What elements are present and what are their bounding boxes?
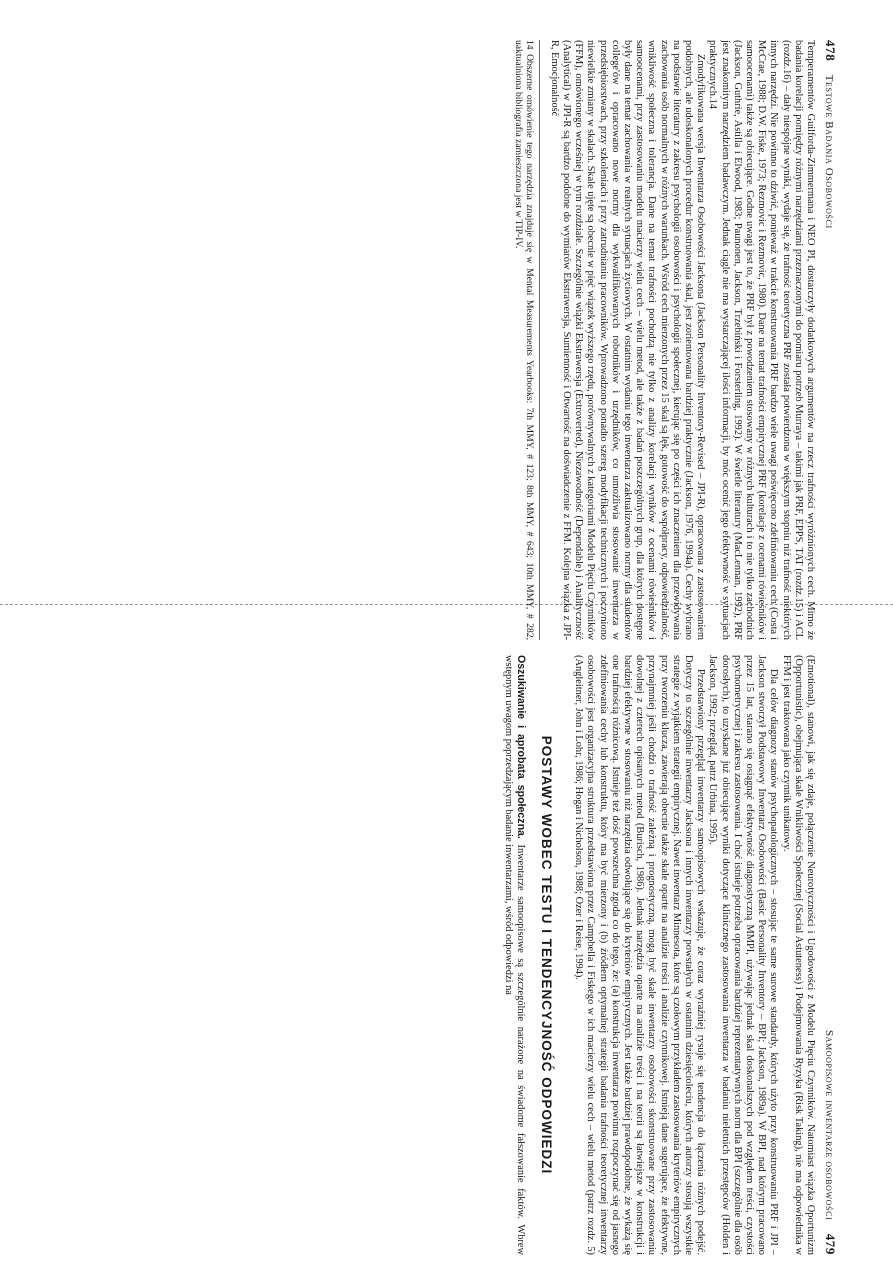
running-title: Samoopisowe inwentarze osobowości xyxy=(823,1029,835,1221)
body-text xyxy=(572,655,816,1255)
running-header xyxy=(822,655,838,1255)
subheading: Oszukiwanie i aprobata społeczna. xyxy=(514,655,527,839)
paragraph-text: Inwentarze samoopisowe są szczególnie narażone na świadome fałszowanie faktów. Wbrew wstępnym uwagom poprzedzającym badanie inwentarzami, wśród odpowiedzi na xyxy=(502,655,526,1255)
paragraph: Zmodyfikowana wersja Inwentarza Osobowości Jacksona (Jackson Personality Inventory-Revised – JPI-R), opracowana z zastosowaniem podobnych, ale udoskonalonych procedur konstruowania skal, jest zorientowana bardziej praktycznie (Jackson, 1976, 1994a). Cechy wybrano na podstawie literatury z zakresu psychologii osobowości i psychologii społecznej, kierując się po części ich znaczeniem dla przewidywania zachowania osób normalnych w różnych warunkach. Wśród cech mierzonych przez 15 skal są lęk, gotowość do współpracy, odpowiedzialność, wnikliwość społeczna i tolerancja. Dane na temat trafności pochodzą nie tylko z analizy korelacji wyników z ocenami rówieśników i samoocenami, przy zastosowaniu modelu macierzy wielu cech – wielu metod, ale także z badań poszczególnych grup, dla których dostępne były dane na temat zachowania w realnych sytuacjach życiowych. W ostatnim wydaniu tego inwentarza zaktualizowano normy dla studentów college'ów i opracowano nowe normy dla wykwalifikowanych robotników i urzędników, co umożliwia stosowanie inwentarza w przedsiębiorstwach, przy szkoleniach i przy zatrudnianiu pracowników. Wprowadzono ponadto szereg modyfikacji technicznych i poczyniono niewielkie zmiany w skalach. Skale ujęte są obecnie w pięć wiązek wyższego rzędu, porównywalnych z kategoriami Modelu Pięciu Czynników (FFM), omówionego wcześniej w tym rozdziale. Szczególnie wiązki Ekstrawersja (Extroverted), Niezawodność (Dependable) i Analityczność (Analytical) w JPI-R są bardzo podobne do wymiarów Ekstrawersja, Sumienność i Otwartość na doświadczenie z FFM. Kolejna wiązka z JPI-R, Emocjonalność xyxy=(548,40,707,640)
paragraph: (Emotional), stanowi, jak się zdaje, połączenie Neurotyczności i Ugodowości z Modelu Pięciu Czynników. Natomiast wiązka Oportunizm (Opportunistic), obejmująca skale Wnikliwości Społecznej (Social Astuteness) i Podejmowania Ryzyka (Risk Taking), nie ma odpowiednika w FFM i jest traktowana jako czynnik unikatowy. xyxy=(780,655,816,1255)
paragraph: Przedstawiony przegląd inwentarzy samoopisowych wskazuje, że coraz wyraźniej rysuje się tendencja do łączenia różnych podejść. Dotyczy to szczególnie inwentarzy Jacksona i innych inwentarzy powstałych w ostatnim dziesięcioleciu, których autorzy stosują wszystkie strategie z wyjątkiem strategii empirycznej. Nawet inwentarz Minnesota, które są czołowym przykładem zastosowania kryteriów empirycznych przy tworzeniu klucza, zawierają obecnie także skale oparte na analizie treści i analizie czynnikowej. Istnieją dane sugerujące, że efektywne, przynajmniej jeśli chodzi o trafność zależną i prognostyczną, mogą być skale inwentarzy osobowości skonstruowane przy zastosowaniu dowolnej z czterech opisanych metod (Burisch, 1986). Jednak narzędzia oparte na analizie treści i na teorii są łatwiejsze w konstrukcji i bardziej efektywne w stosowaniu niż narzędzia odwołujące się do kryteriów empirycznych. Jest także bardziej prawdopodobne, że wykażą się one trafnością różnicową. Istnieje też dość powszechna zgoda co do tego, że: (a) konstrukcja inwentarza powinna rozpoczynać się od jasnego zdefiniowania cechy lub konstruktu, który ma być mierzony i (b) źródłem optymalnej strategii badania trafności teoretycznej inwentarzy osobowości jest organizacyjna struktura przedstawiona przez Campbella i Fiskego w ich macierzy wielu cech – wielu metod (patrz rozdz. 5) (Angleitner, John i Lohr, 1986; Hogan i Nicholson, 1988; Ozer i Reise, 1994). xyxy=(573,655,707,1255)
page-number: 479 xyxy=(823,1233,838,1255)
footnote: 14 Obszerne omówienie tego narzędzia znajduje się w Mental Measurements Yearbooks: 7th MMY, # 123; 8th MMY, # 643; 10th MMY, # 282, uaktualniona bibliografia zamieszczona jest w TIP-IV. xyxy=(513,40,540,640)
running-title: Testowe Badania Osobowości xyxy=(823,74,835,229)
body-text xyxy=(502,655,527,1255)
body-text xyxy=(548,40,816,640)
page-number: 478 xyxy=(823,40,838,62)
paragraph xyxy=(502,655,527,1255)
left-page xyxy=(443,40,838,640)
running-header xyxy=(822,40,838,640)
right-page xyxy=(443,655,838,1255)
paragraph: Dla celów diagnozy stanów psychopatologicznych – stosując te same surowe standardy, których użyto przy konstruowaniu PRF i JPI – Jackson stworzył Podstawowy Inwentarz Osobowości (Basic Personality Inventory – BPI; Jackson, 1989a). W BPI, nad którym pracowano przez 15 lat, starano się osiągnąć efektywność diagnostyczną MMPI, używając jednak skal doskonalszych pod względem treści, czystości psychometrycznej i zakresu zastosowania. I choć istnieje potrzeba opracowania bardziej reprezentatywnych norm dla BPI (szczególnie dla osób dorosłych), to uzyskane już obiecujące wyniki dotyczące klinicznego zastosowania inwentarza w badaniu nieletnich przestępców (Holden i Jackson, 1992; przegląd, patrz Urbina, 1995). xyxy=(707,655,780,1255)
section-heading: POSTAWY WOBEC TESTU I TENDENCYJNOŚĆ ODPOWIEDZI xyxy=(538,735,554,1175)
paragraph: Temperamentów Guilforda-Zimmermana i NEO PI, dostarczyły dodatkowych argumentów na rzecz trafności wyróżnionych cech. Mimo że badania korelacji pomiędzy różnymi narzędziami przeznaczonymi do pomiaru potrzeb Murraya – takimi jak PRF, EPPS, TAT (rozdz.15) i ACL (rozdz.16) – dały niespójne wyniki, wydaje się, że trafność teoretyczna PRF została potwierdzona w większym stopniu niż trafność niektórych innych narzędzi. Nie powinno to dziwić, ponieważ w trakcie konstruowania PRF bardzo wiele uwagi poświęcono zdefiniowaniu cech (Costa i McCrae, 1988; D.W. Fiske, 1973; Rezmovic i Rezmovic, 1980). Dane na temat trafności empirycznej PRF (korelacje z ocenami rówieśników i samoocenami) także są obiecujące. Godne uwagi jest to, że PRF był z powodzeniem stosowany w różnych kulturach i to nie tylko zachodnich (Jackson, Guthrie, Astilla i Elwood, 1983; Paunonen, Jackson, Trzebiński i Forsterling, 1992). W świetle literatury (MacLennan, 1992), PRF jest znakomitym narzędziem badawczym. Jednak ciągle nie ma wystarczającej ilości informacji, by móc ocenić jego efektywność w sytuacjach praktycznych.14 xyxy=(707,40,816,640)
